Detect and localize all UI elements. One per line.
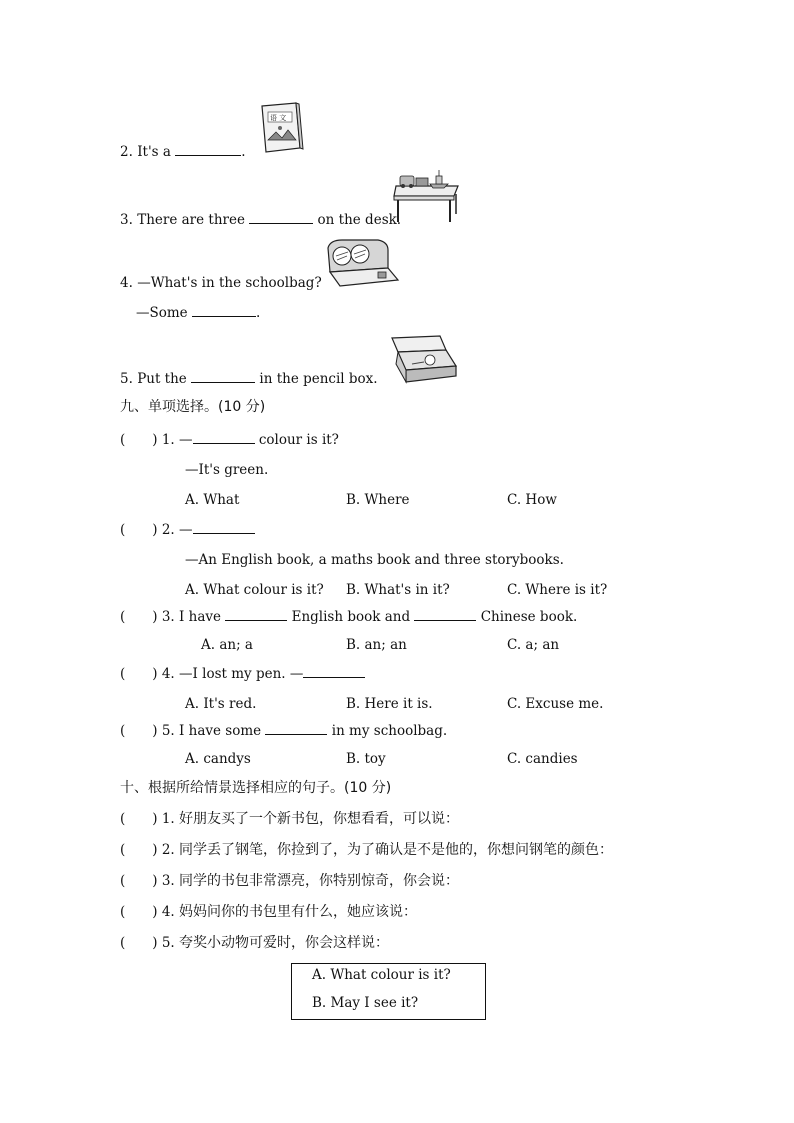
situation-text: 同学丢了钢笔，你捡到了，为了确认是不是他的，你想问钢笔的颜色： [179, 842, 614, 858]
question-line-2: —It's green. [185, 462, 269, 478]
answer-paren[interactable]: ( ) [120, 935, 158, 951]
situation-item-3 [120, 872, 459, 890]
item-text: on the desk. [317, 212, 402, 228]
answer-blank[interactable] [192, 304, 256, 317]
situation-text: 好朋友买了一个新书包，你想看看，可以说： [179, 811, 460, 827]
option-a: A. It's red. [185, 696, 257, 712]
picture-item-3 [120, 211, 401, 229]
answer-paren[interactable]: ( ) [120, 811, 158, 827]
item-number: 5. [120, 371, 133, 387]
toys-on-desk-icon [392, 168, 462, 224]
option-c: C. Where is it? [507, 582, 608, 598]
question-line-2: —An English book, a maths book and three storybooks. [185, 552, 564, 568]
answer-blank[interactable] [414, 608, 476, 621]
pencil-box-icon [386, 334, 460, 386]
situation-item-1 [120, 810, 459, 828]
item-number: 2. [120, 144, 133, 160]
answer-paren[interactable]: ( ) [120, 904, 158, 920]
picture-item-4-answer [136, 304, 260, 322]
question-text: —I lost my pen. — [179, 666, 304, 682]
item-text: . [255, 305, 261, 321]
answer-blank[interactable] [193, 521, 255, 534]
item-text: Put the [137, 371, 187, 387]
item-text: —What's in the schoolbag? [137, 275, 322, 291]
answer-blank[interactable] [249, 211, 313, 224]
question-text: I have [179, 609, 222, 625]
answer-blank[interactable] [191, 370, 255, 383]
item-number: 4. [120, 275, 133, 291]
answer-paren[interactable]: ( ) [120, 666, 158, 682]
question-number: 3. [161, 609, 175, 625]
option-a: A. What colour is it? [185, 582, 324, 598]
option-c: C. a; an [507, 637, 560, 653]
option-b: B. Here it is. [346, 696, 433, 712]
mc-question-4 [120, 665, 365, 683]
option-c: C. How [507, 492, 557, 508]
answer-paren[interactable]: ( ) [120, 873, 158, 889]
item-number: 4. [161, 904, 175, 920]
question-number: 1. [161, 432, 175, 448]
item-text: It's a [137, 144, 171, 160]
item-text: There are three [137, 212, 245, 228]
answer-blank[interactable] [265, 722, 327, 735]
question-number: 2. [161, 522, 175, 538]
mc-question-3 [120, 608, 577, 626]
item-number: 5. [161, 935, 175, 951]
picture-item-2 [120, 143, 246, 161]
answer-blank[interactable] [225, 608, 287, 621]
option-b: B. an; an [346, 637, 407, 653]
question-text: colour is it? [258, 432, 339, 448]
option-a: A. an; a [201, 637, 253, 653]
question-number: 4. [161, 666, 175, 682]
mc-question-5 [120, 722, 447, 740]
open-schoolbag-icon [322, 236, 400, 292]
answer-paren[interactable]: ( ) [120, 723, 158, 739]
item-text: in the pencil box. [259, 371, 378, 387]
item-number: 3. [120, 212, 133, 228]
item-number: 2. [161, 842, 175, 858]
situation-text: 同学的书包非常漂亮，你特别惊奇，你会说： [179, 873, 460, 889]
item-number: 3. [161, 873, 175, 889]
situation-text: 夸奖小动物可爱时，你会这样说： [179, 935, 390, 951]
mc-question-1 [120, 431, 339, 449]
item-number: 1. [161, 811, 175, 827]
answer-paren[interactable]: ( ) [120, 522, 158, 538]
picture-item-5 [120, 370, 378, 388]
answer-paren[interactable]: ( ) [120, 432, 158, 448]
situation-text: 妈妈问你的书包里有什么，她应该说： [179, 904, 418, 920]
option-a: A. What [185, 492, 240, 508]
option-a: A. candys [185, 751, 251, 767]
situation-item-4 [120, 903, 417, 921]
situation-item-2 [120, 841, 613, 859]
answer-blank[interactable] [175, 143, 241, 156]
choice-a: A. What colour is it? [312, 967, 451, 983]
question-number: 5. [161, 723, 175, 739]
answer-blank[interactable] [193, 431, 255, 444]
option-c: C. Excuse me. [507, 696, 604, 712]
question-text: in my schoolbag. [331, 723, 448, 739]
question-text: Chinese book. [480, 609, 578, 625]
question-text: I have some [179, 723, 262, 739]
option-c: C. candies [507, 751, 578, 767]
option-b: B. toy [346, 751, 386, 767]
section-9-title: 九、单项选择。(10 分) [120, 399, 266, 415]
item-text: —Some [136, 305, 188, 321]
mc-question-2 [120, 521, 255, 539]
item-text: . [241, 144, 246, 160]
picture-item-4-question [120, 274, 322, 292]
situation-item-5 [120, 934, 389, 952]
question-text: — [179, 522, 193, 538]
chinese-book-icon [258, 102, 304, 154]
answer-paren[interactable]: ( ) [120, 609, 158, 625]
answer-blank[interactable] [303, 665, 365, 678]
question-text: English book and [291, 609, 411, 625]
question-text: — [179, 432, 193, 448]
section-10-title: 十、根据所给情景选择相应的句子。(10 分) [120, 780, 392, 796]
book-cover-text: 语 文 [270, 114, 287, 122]
option-b: B. What's in it? [346, 582, 450, 598]
answer-paren[interactable]: ( ) [120, 842, 158, 858]
choice-b: B. May I see it? [312, 995, 419, 1011]
option-b: B. Where [346, 492, 410, 508]
